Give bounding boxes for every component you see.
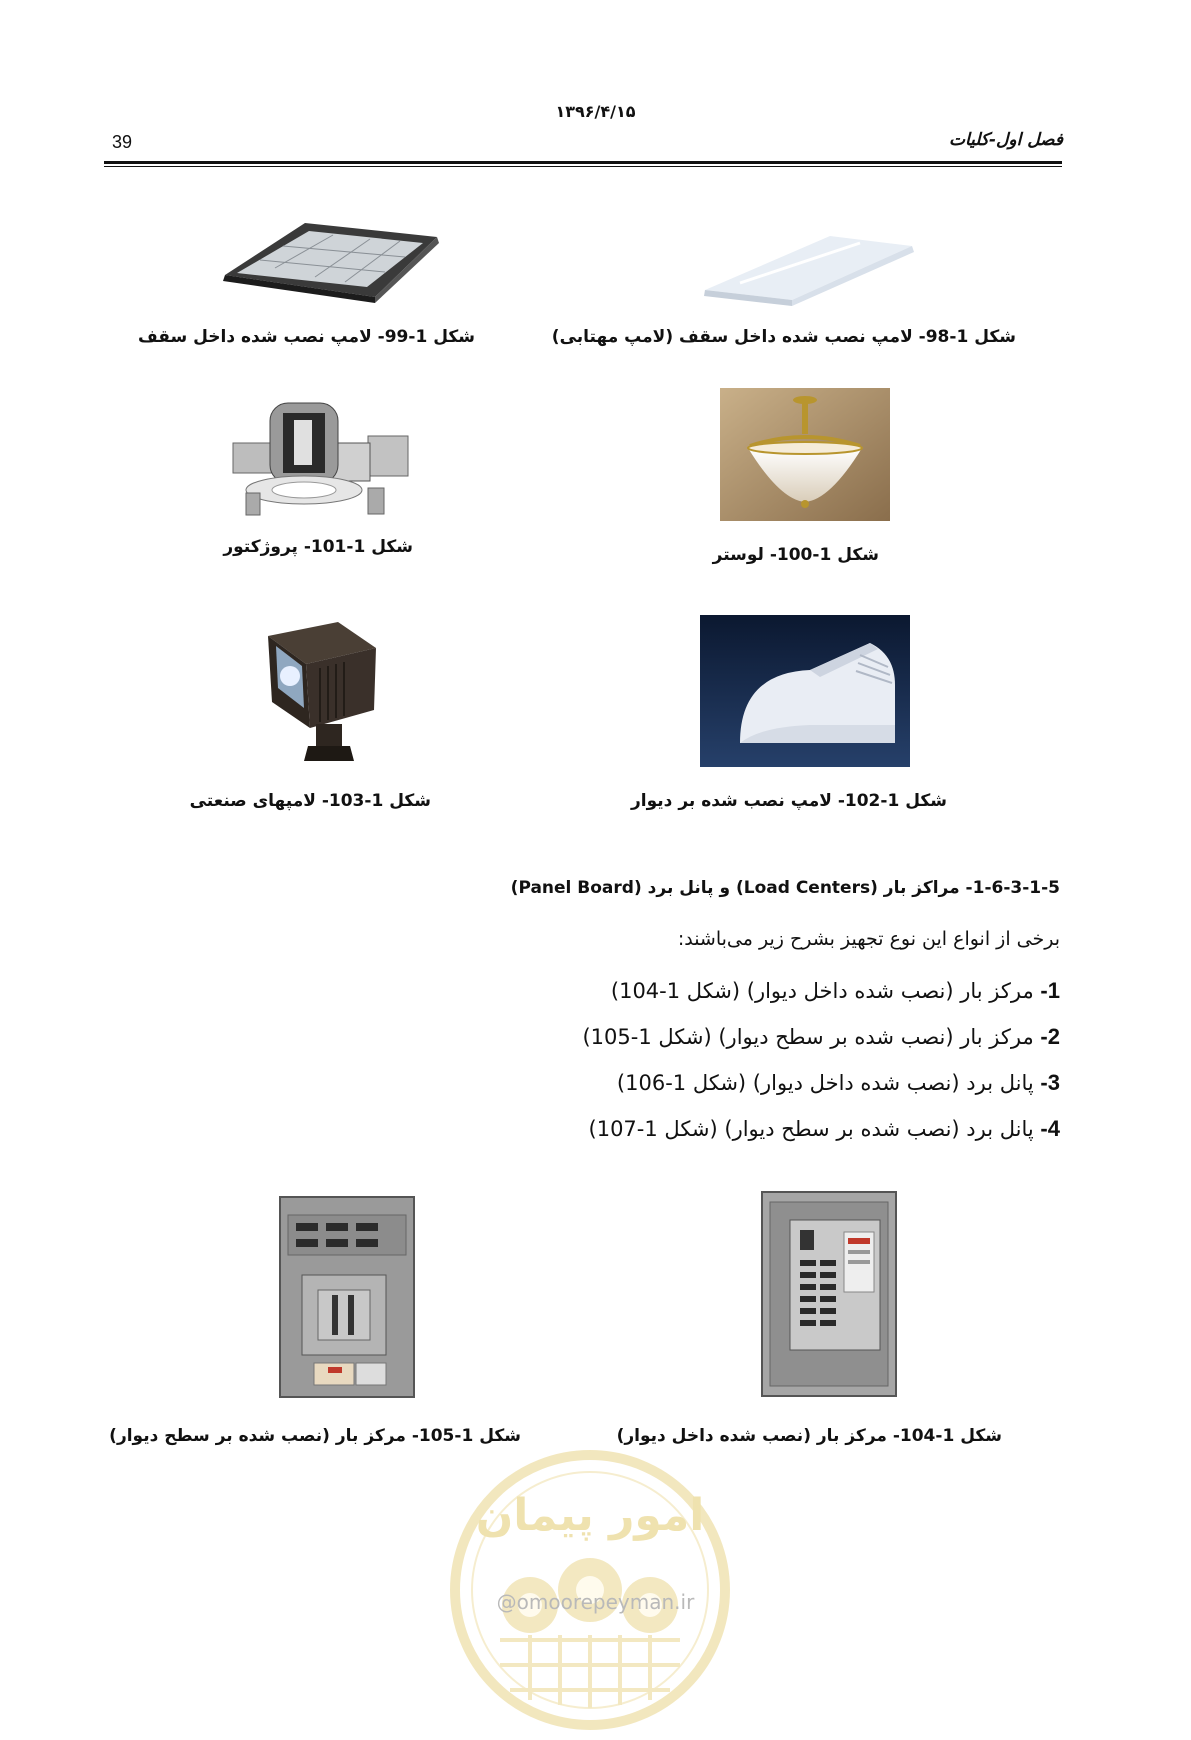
header-rule-thin — [104, 166, 1062, 167]
list-item-number: 4- — [1040, 1116, 1060, 1141]
list-item-text: پانل برد (نصب شده بر سطح دیوار) (شکل 1-107) — [588, 1117, 1034, 1141]
list-item-text: مرکز بار (نصب شده داخل دیوار) (شکل 1-104) — [610, 979, 1034, 1003]
figure-caption-103: شکل 1-103- لامپهای صنعتی — [189, 791, 431, 811]
section-intro: برخی از انواع این نوع تجهیز بشرح زیر می‌باشند: — [677, 928, 1060, 950]
list-item-number: 3- — [1040, 1070, 1060, 1095]
figure-caption-99: شکل 1-99- لامپ نصب شده داخل سقف — [138, 327, 475, 347]
surface-load-center-image — [278, 1195, 418, 1403]
figure-caption-98: شکل 1-98- لامپ نصب شده داخل سقف (لامپ مهتابی) — [551, 327, 1016, 347]
list-item — [617, 1070, 1060, 1096]
list-item-number: 2- — [1040, 1024, 1060, 1049]
watermark-url: @omoorepeyman.ir — [496, 1590, 695, 1614]
list-item-number: 1- — [1040, 978, 1060, 1003]
figure-caption-102: شکل 1-102- لامپ نصب شده بر دیوار — [631, 791, 947, 811]
list-item — [582, 1024, 1060, 1050]
figure-caption-104: شکل 1-104- مرکز بار (نصب شده داخل دیوار) — [616, 1426, 1002, 1446]
list-item-text: پانل برد (نصب شده داخل دیوار) (شکل 1-106) — [616, 1071, 1034, 1095]
chandelier-image — [720, 388, 890, 521]
watermark-text: امور پیمان — [475, 1490, 705, 1541]
list-item — [611, 978, 1060, 1004]
figure-caption-100: شکل 1-100- لوستر — [712, 545, 879, 565]
wall-mounted-light-image — [700, 615, 910, 767]
fluorescent-fixture-image — [700, 228, 920, 308]
recessed-troffer-image — [205, 215, 445, 305]
figure-caption-105: شکل 1-105- مرکز بار (نصب شده بر سطح دیوار) — [109, 1426, 521, 1446]
document-date: ۱۳۹۶/۴/۱۵ — [555, 102, 636, 121]
list-item-text: مرکز بار (نصب شده بر سطح دیوار) (شکل 1-105) — [582, 1025, 1034, 1049]
recessed-can-housing-image — [228, 398, 413, 518]
page-number: 39 — [112, 132, 133, 152]
figure-caption-101: شکل 1-101- پروژکتور — [223, 537, 413, 557]
flush-load-center-image — [760, 1190, 900, 1400]
section-heading: 1-6-3-1-5- مراکز بار (Load Centers) و پانل برد (Panel Board) — [510, 878, 1060, 898]
header-rule-thick — [104, 161, 1062, 164]
list-item — [589, 1116, 1061, 1142]
flood-light-image — [258, 618, 386, 763]
chapter-title: فصل اول-کلیات — [948, 130, 1063, 150]
